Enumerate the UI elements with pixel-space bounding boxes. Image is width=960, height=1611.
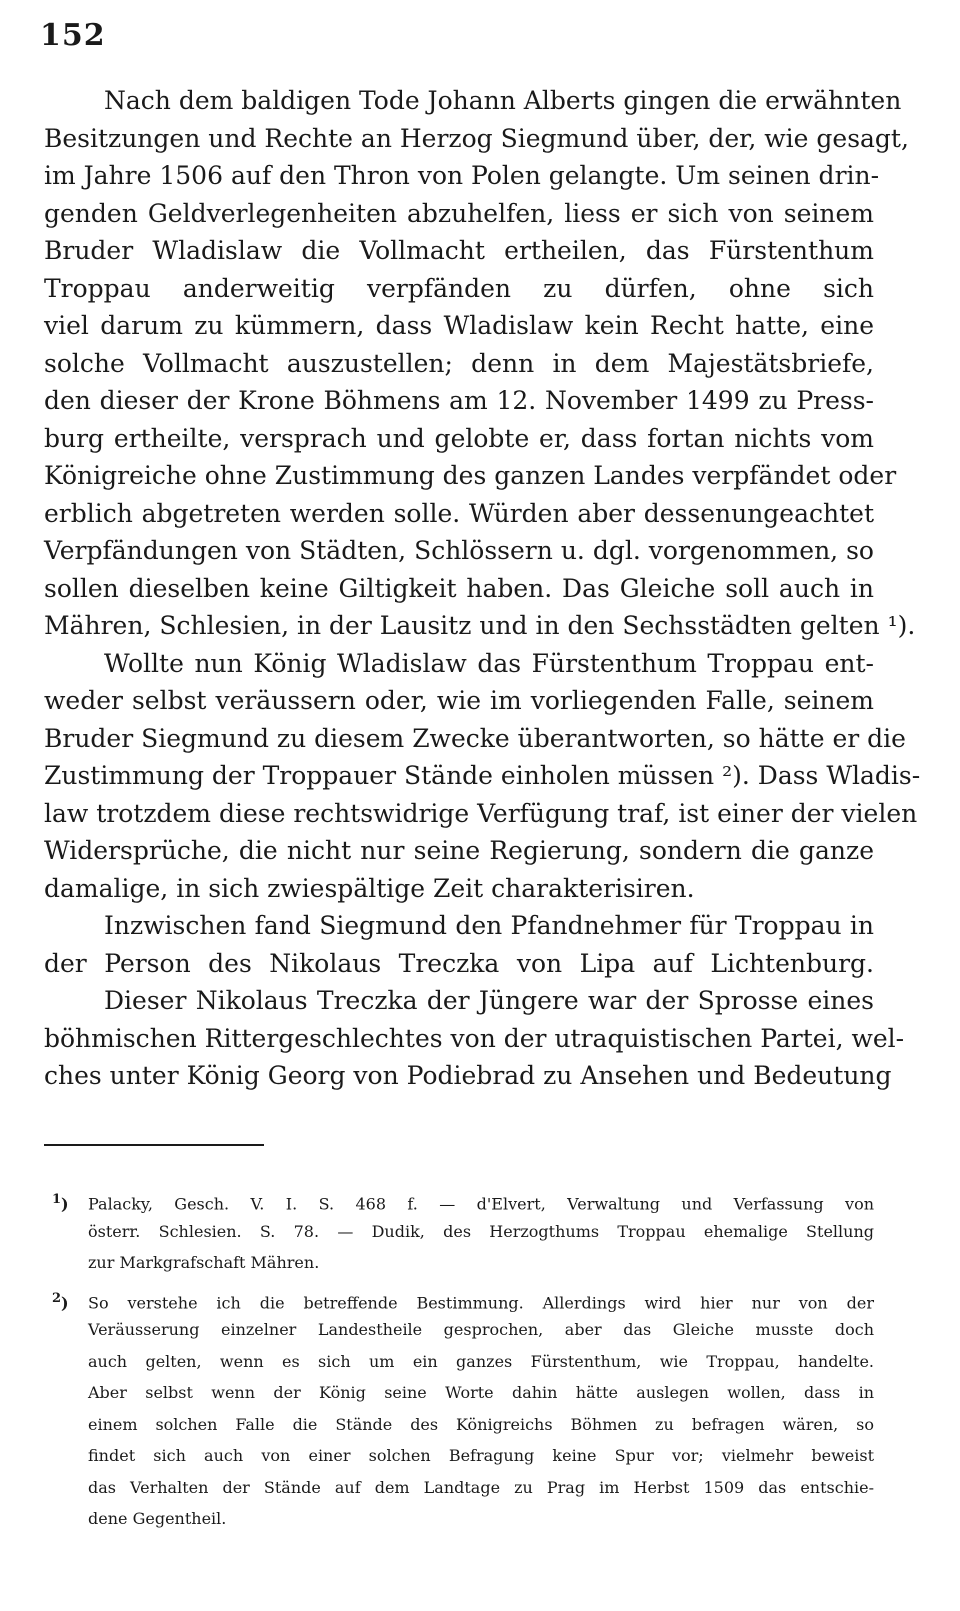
footnote-line: Veräusserung einzelner Landestheile gesprochen, aber das Gleiche musste doch bbox=[88, 1320, 874, 1339]
footnote-divider bbox=[44, 1144, 264, 1146]
text-line: ches unter König Georg von Podiebrad zu Ansehen und Bedeutung bbox=[44, 1061, 892, 1090]
paragraph-1 bbox=[44, 82, 916, 645]
text-line: law trotzdem diese rechtswidrige Verfügung traf, ist einer der vielen bbox=[44, 798, 918, 828]
text-line: Dieser Nikolaus Treczka der Jüngere war der Sprosse eines bbox=[104, 986, 874, 1015]
text-line: den dieser der Krone Böhmens am 12. November 1499 zu Press- bbox=[44, 386, 874, 415]
footnote-line: findet sich auch von einer solchen Befragung keine Spur vor; vielmehr beweist bbox=[88, 1446, 874, 1465]
footnote-line bbox=[52, 1283, 874, 1315]
text-line: damalige, in sich zwiespältige Zeit charakterisiren. bbox=[44, 873, 695, 903]
text-line: Zustimmung der Troppauer Stände einholen müssen ²). Dass Wladis- bbox=[44, 761, 921, 790]
text-line: Wollte nun König Wladislaw das Fürstenthum Troppau ent- bbox=[104, 648, 874, 678]
text-line: Königreiche ohne Zustimmung des ganzen Landes verpfändet oder bbox=[44, 461, 897, 490]
paragraph-2 bbox=[44, 645, 921, 908]
text-line: viel darum zu kümmern, dass Wladislaw kein Recht hatte, eine bbox=[44, 311, 874, 340]
footnote-line: Aber selbst wenn der König seine Worte dahin hätte auslegen wollen, dass in bbox=[88, 1383, 874, 1402]
footnote-line: österr. Schlesien. S. 78. — Dudik, des Herzogthums Troppau ehemalige Stellung bbox=[88, 1221, 874, 1241]
footnote-line: das Verhalten der Stände auf dem Landtage zu Prag im Herbst 1509 das entschie- bbox=[88, 1477, 874, 1497]
text-line: Besitzungen und Rechte an Herzog Siegmund über, der, wie gesagt, bbox=[44, 123, 909, 153]
text-line: burg ertheilte, versprach und gelobte er, dass fortan nichts vom bbox=[44, 423, 874, 453]
footnotes bbox=[52, 1184, 874, 1539]
text-line: Troppau anderweitig verpfänden zu dürfen, ohne sich bbox=[44, 273, 874, 303]
footnote-2 bbox=[52, 1283, 874, 1535]
text-line: der Person des Nikolaus Treczka von Lipa auf Lichtenburg. bbox=[44, 948, 874, 978]
text-line: genden Geldverlegenheiten abzuhelfen, liess er sich von seinem bbox=[44, 198, 874, 228]
footnote-marker: $^2$) bbox=[52, 1290, 69, 1312]
text-line: Mähren, Schlesien, in der Lausitz und in den Sechsstädten gelten ¹). bbox=[44, 611, 916, 640]
text-line: Inzwischen fand Siegmund den Pfandnehmer für Troppau in bbox=[104, 911, 874, 940]
footnote-1 bbox=[52, 1184, 874, 1279]
text-line: böhmischen Rittergeschlechtes von der utraquistischen Partei, wel- bbox=[44, 1023, 905, 1053]
footnote-line: auch gelten, wenn es sich um ein ganzes Fürstenthum, wie Troppau, handelte. bbox=[88, 1351, 874, 1371]
footnote-line: dene Gegentheil. bbox=[88, 1509, 227, 1528]
text-line: im Jahre 1506 auf den Thron von Polen gelangte. Um seinen drin- bbox=[44, 161, 880, 190]
footnote-marker: $^1$) bbox=[52, 1192, 69, 1214]
text-line: Bruder Wladislaw die Vollmacht ertheilen, das Fürstenthum bbox=[44, 236, 874, 265]
text-line: Nach dem baldigen Tode Johann Alberts gingen die erwähnten bbox=[104, 86, 902, 115]
paragraph-4 bbox=[44, 982, 905, 1095]
text-line: Bruder Siegmund zu diesem Zwecke überantworten, so hätte er die bbox=[44, 723, 906, 753]
text-line: solche Vollmacht auszustellen; denn in dem Majestätsbriefe, bbox=[44, 348, 874, 378]
footnote-line: zur Markgrafschaft Mähren. bbox=[88, 1253, 320, 1272]
text-line: weder selbst veräussern oder, wie im vorliegenden Falle, seinem bbox=[44, 686, 874, 715]
footnote-line: einem solchen Falle die Stände des Königreichs Böhmen zu befragen wären, so bbox=[88, 1414, 874, 1434]
paragraph-3 bbox=[44, 907, 874, 982]
body-text bbox=[44, 82, 921, 1095]
footnote-line bbox=[52, 1184, 874, 1216]
footnote-text: Palacky, Gesch. V. I. S. 468 f. — d'Elvert, Verwaltung und Verfassung von bbox=[88, 1194, 874, 1214]
text-line: erblich abgetreten werden solle. Würden aber dessenungeachtet bbox=[44, 498, 874, 528]
text-line: Verpfändungen von Städten, Schlössern u. dgl. vorgenommen, so bbox=[44, 536, 874, 565]
footnote-text: So verstehe ich die betreffende Bestimmung. Allerdings wird hier nur von der bbox=[88, 1292, 874, 1312]
page-number: 152 bbox=[40, 18, 106, 53]
text-line: Widersprüche, die nicht nur seine Regierung, sondern die ganze bbox=[44, 836, 874, 865]
text-line: sollen dieselben keine Giltigkeit haben. Das Gleiche soll auch in bbox=[44, 573, 874, 603]
